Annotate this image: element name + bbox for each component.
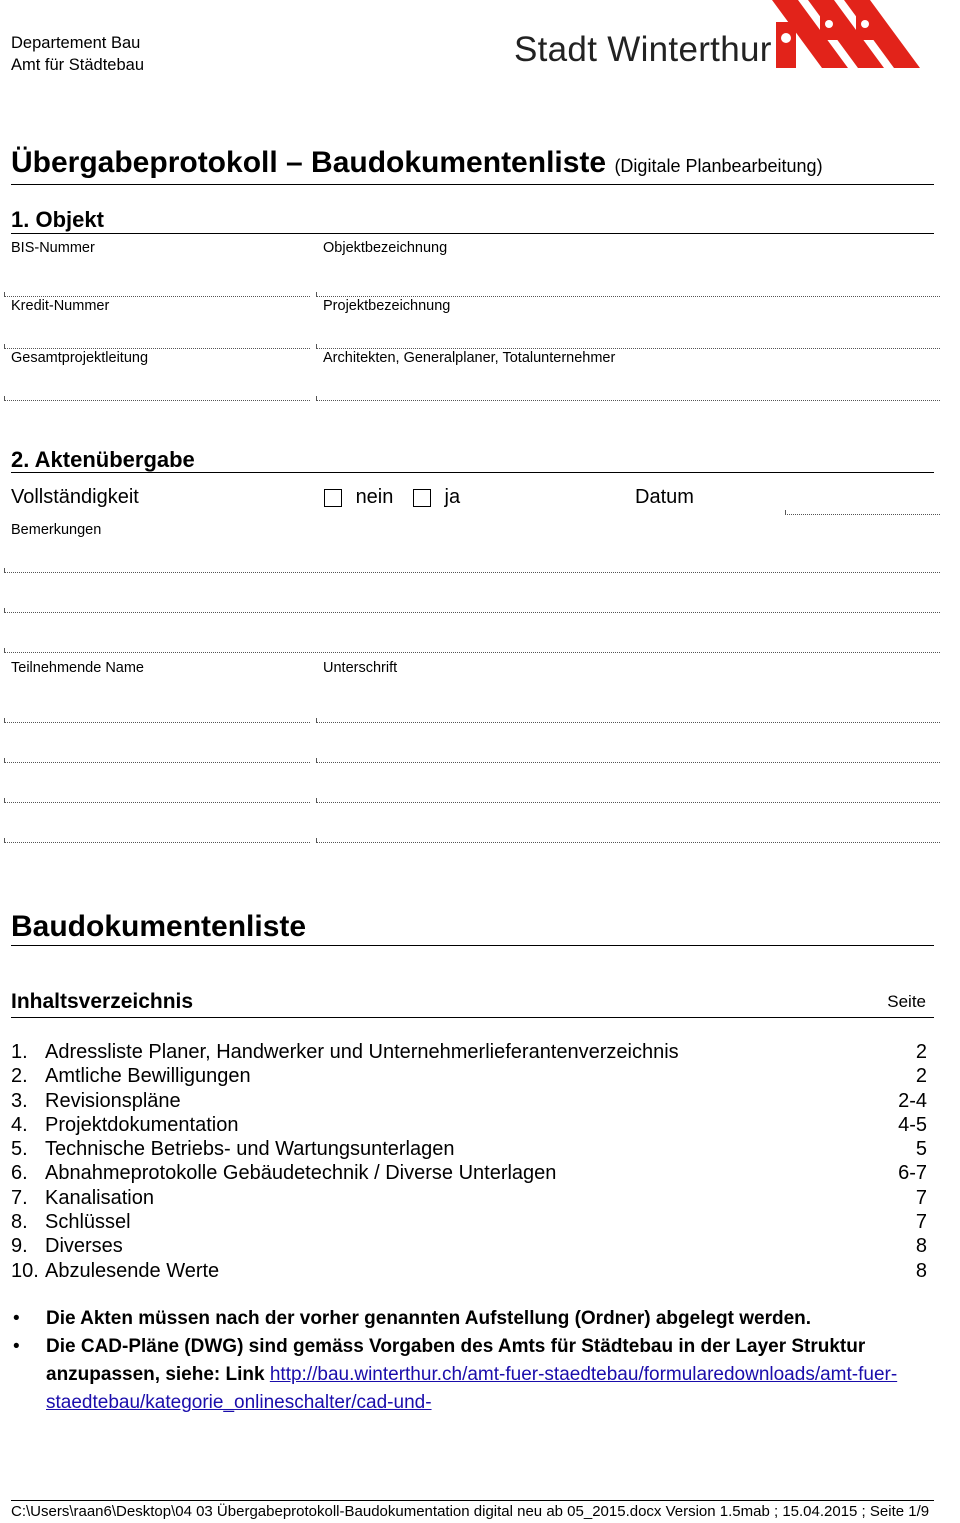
toc-item-title: Revisionspläne (45, 1089, 181, 1112)
section-handover-rule (11, 472, 934, 473)
toc-item-number: 7. (11, 1186, 28, 1209)
toc-item-number: 5. (11, 1138, 28, 1161)
toc-item-number: 2. (11, 1065, 28, 1088)
toc-item[interactable] (11, 1234, 927, 1258)
date-label: Datum (635, 486, 694, 508)
department-block (11, 32, 144, 76)
participant-signature-field[interactable] (316, 762, 940, 763)
project-lead-label: Gesamtprojektleitung (11, 350, 149, 366)
remarks-label: Bemerkungen (11, 522, 102, 538)
toc-item-number: 9. (11, 1235, 28, 1258)
toc-item[interactable] (11, 1186, 927, 1210)
date-field[interactable] (785, 514, 940, 515)
remarks-line-2[interactable] (4, 612, 940, 613)
section-objekt-rule (11, 233, 934, 234)
toc-item-page: 2 (915, 1065, 927, 1088)
participant-name-field[interactable] (4, 762, 310, 763)
participant-name-field[interactable] (4, 722, 310, 723)
checkbox-nein[interactable] (324, 489, 342, 507)
toc-item[interactable] (11, 1137, 927, 1161)
document-list-heading: Baudokumentenliste (11, 910, 307, 943)
toc-item-page: 7 (915, 1186, 927, 1209)
note-text: Die CAD-Pläne (DWG) sind gemäss Vorgaben des Amts für Städtebau in der Layer Struktur anzupassen, siehe: Link (46, 1336, 866, 1385)
toc-item[interactable] (11, 1064, 927, 1088)
title-rule (11, 184, 934, 185)
checkbox-ja-label: ja (444, 486, 461, 508)
toc-item-title: Schlüssel (45, 1211, 131, 1234)
bullet-icon: • (13, 1308, 20, 1329)
title-main: Übergabeprotokoll – Baudokumentenliste (11, 146, 607, 179)
title-subtitle: (Digitale Planbearbeitung) (614, 156, 823, 176)
toc-item-page: 6-7 (898, 1162, 927, 1185)
architects-label: Architekten, Generalplaner, Totalunternehmer (323, 350, 616, 366)
logo-text: Stadt Winterthur (514, 30, 772, 69)
cad-guidelines-link[interactable]: http://bau.winterthur.ch/amt-fuer-staedtebau/formularedownloads/amt-fuer-staedtebau/kategorie_onlineschalter/cad-und- (46, 1364, 898, 1413)
toc-list (11, 1040, 927, 1283)
page-title (11, 146, 823, 180)
toc-item-title: Abzulesende Werte (45, 1259, 220, 1282)
toc-rule (11, 1017, 934, 1018)
toc-item-title: Projektdokumentation (45, 1113, 239, 1136)
toc-item-number: 1. (11, 1041, 28, 1063)
toc-item-page: 2 (915, 1041, 927, 1063)
toc-item-title: Abnahmeprotokolle Gebäudetechnik / Diverse Unterlagen (45, 1162, 557, 1185)
checkbox-nein-label: nein (355, 486, 394, 508)
toc-item-title: Technische Betriebs- und Wartungsunterlagen (45, 1138, 455, 1161)
document-list-rule (11, 945, 934, 946)
toc-heading: Inhaltsverzeichnis (11, 990, 194, 1013)
remarks-line-1[interactable] (4, 572, 940, 573)
toc-item-page: 8 (915, 1259, 927, 1282)
toc-item-number: 3. (11, 1089, 28, 1112)
note-text: Die Akten müssen nach der vorher genannten Aufstellung (Ordner) abgelegt werden. (46, 1308, 812, 1329)
architects-field[interactable] (316, 400, 940, 401)
toc-item[interactable] (11, 1161, 927, 1185)
credit-number-field[interactable] (4, 348, 310, 349)
toc-item-page: 5 (915, 1138, 927, 1161)
toc-item-number: 6. (11, 1162, 28, 1185)
object-name-label: Objektbezeichnung (323, 240, 448, 256)
remarks-line-3[interactable] (4, 652, 940, 653)
bis-number-label: BIS-Nummer (11, 240, 95, 256)
toc-item-number: 10. (11, 1259, 39, 1282)
department-name: Departement Bau (11, 34, 141, 52)
toc-item-title: Kanalisation (45, 1186, 154, 1209)
participant-name-field[interactable] (4, 802, 310, 803)
toc-item-page: 4-5 (898, 1113, 927, 1136)
stadt-winterthur-logo (514, 0, 934, 72)
toc-item-page: 7 (915, 1211, 927, 1234)
toc-item[interactable] (11, 1113, 927, 1137)
toc-item-title: Adressliste Planer, Handwerker und Unternehmerlieferantenverzeichnis (45, 1041, 679, 1063)
section-handover-heading: 2. Aktenübergabe (11, 447, 195, 472)
toc-item-page: 2-4 (898, 1089, 927, 1112)
footer-rule (11, 1500, 934, 1501)
bis-number-field[interactable] (4, 296, 310, 297)
toc-item-number: 4. (11, 1113, 28, 1136)
completeness-options (324, 486, 460, 509)
note-item (11, 1333, 931, 1417)
toc-item-title: Amtliche Bewilligungen (45, 1065, 251, 1088)
toc-item-number: 8. (11, 1211, 28, 1234)
completeness-label: Vollständigkeit (11, 486, 139, 508)
project-lead-field[interactable] (4, 400, 310, 401)
footer-path: C:\Users\raan6\Desktop\04 03 Übergabeprotokoll-Baudokumentation digital neu ab 05_2015.docx Version 1.5mab ; 15.04.2015 ; Seite 1/9 (11, 1503, 930, 1520)
credit-number-label: Kredit-Nummer (11, 298, 110, 314)
project-name-field[interactable] (316, 348, 940, 349)
participant-signature-field[interactable] (316, 722, 940, 723)
office-name: Amt für Städtebau (11, 56, 144, 74)
project-name-label: Projektbezeichnung (323, 298, 451, 314)
signature-label: Unterschrift (323, 660, 398, 676)
section-objekt-heading: 1. Objekt (11, 207, 104, 232)
toc-item-page: 8 (915, 1235, 927, 1258)
toc-page-header: Seite (887, 992, 926, 1011)
notes-list (11, 1305, 931, 1417)
participants-label: Teilnehmende Name (11, 660, 144, 676)
toc-item[interactable] (11, 1089, 927, 1113)
bullet-icon: • (13, 1336, 20, 1357)
toc-item[interactable] (11, 1259, 927, 1283)
participant-name-field[interactable] (4, 842, 310, 843)
object-name-field[interactable] (316, 296, 940, 297)
toc-item[interactable] (11, 1040, 927, 1064)
participant-signature-field[interactable] (316, 802, 940, 803)
toc-item-title: Diverses (45, 1235, 123, 1258)
note-item (11, 1305, 931, 1333)
coat-of-arms-icon (772, 0, 924, 68)
toc-item[interactable] (11, 1210, 927, 1234)
checkbox-ja[interactable] (413, 489, 431, 507)
participant-signature-field[interactable] (316, 842, 940, 843)
